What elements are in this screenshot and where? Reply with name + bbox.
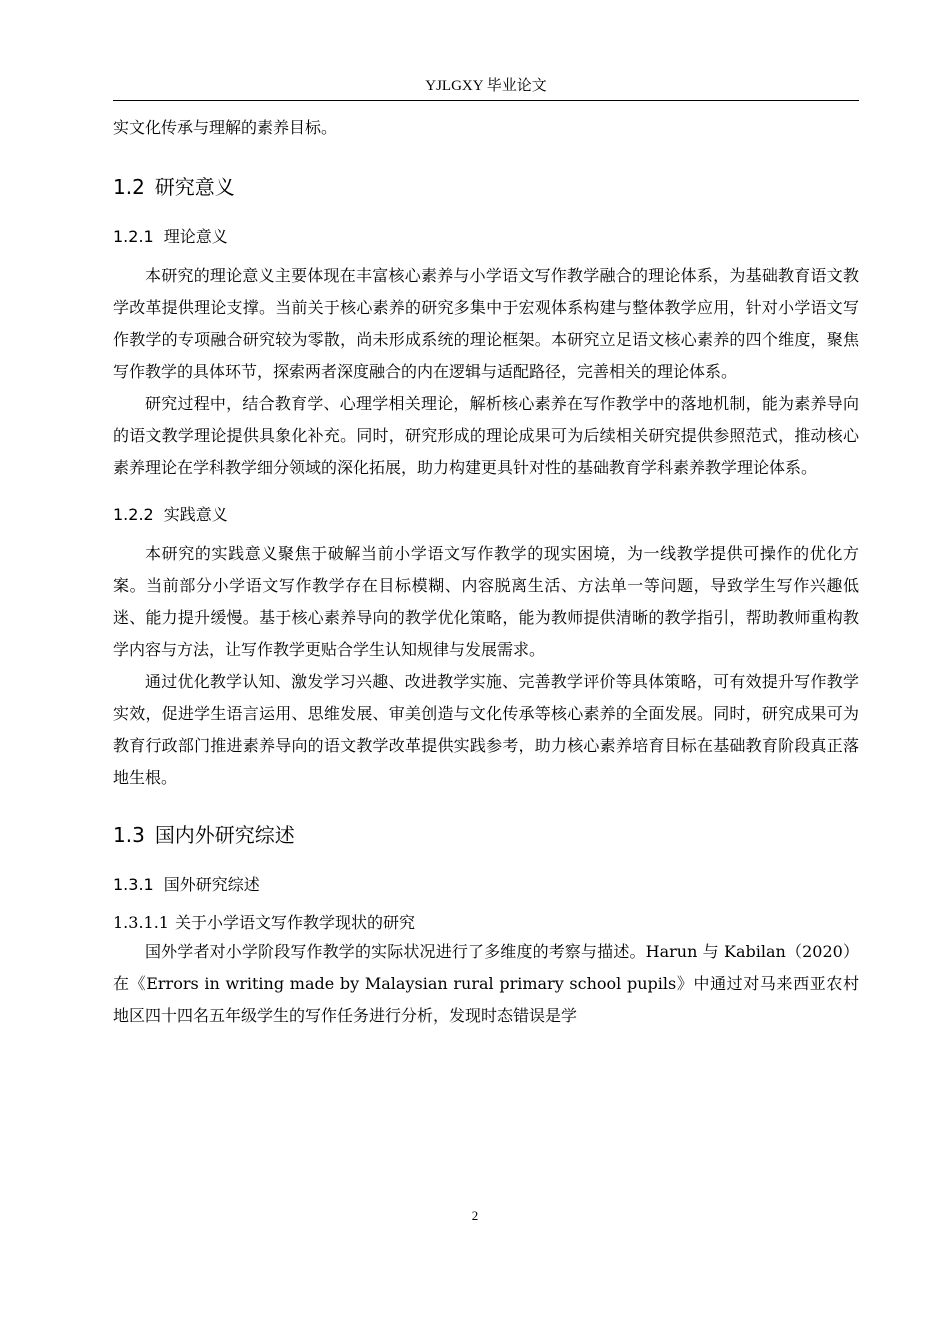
subsection-heading-1-2-1 (113, 224, 859, 250)
document-body (113, 112, 859, 1032)
section-number: 1.3 (113, 823, 145, 847)
section-title: 国内外研究综述 (154, 823, 295, 847)
subsubsection-number: 1.3.1.1 (113, 913, 169, 932)
subsubsection-heading-1-3-1-1 (113, 910, 859, 936)
page-number: 2 (471, 1208, 479, 1223)
subsection-title: 实践意义 (163, 505, 228, 524)
paragraph-theory-1: 本研究的理论意义主要体现在丰富核心素养与小学语文写作教学融合的理论体系，为基础教育语文教学改革提供理论支撑。当前关于核心素养的研究多集中于宏观体系构建与整体教学应用，针对小学语文写作教学的专项融合研究较为零散，尚未形成系统的理论框架。本研究立足语文核心素养的四个维度，聚焦写作教学的具体环节，探索两者深度融合的内在逻辑与适配路径，完善相关的理论体系。 (113, 266, 859, 381)
paragraph-continuation: 实文化传承与理解的素养目标。 (113, 118, 338, 137)
paragraph-theory-2: 研究过程中，结合教育学、心理学相关理论，解析核心素养在写作教学中的落地机制，能为素养导向的语文教学理论提供具象化补充。同时，研究形成的理论成果可为后续相关研究提供参照范式，推动核心素养理论在学科教学细分领域的深化拓展，助力构建更具针对性的基础教育学科素养教学理论体系。 (113, 394, 859, 477)
subsubsection-title: 关于小学语文写作教学现状的研究 (174, 913, 415, 932)
running-header: YJLGXY 毕业论文 (425, 78, 547, 94)
section-heading-1-3 (113, 820, 859, 850)
section-number: 1.2 (113, 175, 145, 199)
subsection-heading-1-2-2 (113, 502, 859, 528)
paragraph-foreign-review: 国外学者对小学阶段写作教学的实际状况进行了多维度的考察与描述。Harun 与 Kabilan（2020）在《Errors in writing made by Malaysian rural primary school pupils》中通过对马来西亚农村地区四十四名五年级学生的写作任务进行分析，发现时态错误是学 (113, 942, 859, 1025)
section-title: 研究意义 (154, 175, 235, 199)
subsection-number: 1.3.1 (113, 875, 154, 894)
subsection-number: 1.2.1 (113, 227, 154, 246)
paragraph-practice-2: 通过优化教学认知、激发学习兴趣、改进教学实施、完善教学评价等具体策略，可有效提升写作教学实效，促进学生语言运用、思维发展、审美创造与文化传承等核心素养的全面发展。同时，研究成果可为教育行政部门推进素养导向的语文教学改革提供实践参考，助力核心素养培育目标在基础教育阶段真正落地生根。 (113, 672, 859, 787)
section-heading-1-2 (113, 172, 859, 202)
subsection-title: 理论意义 (163, 227, 228, 246)
paragraph-practice-1: 本研究的实践意义聚焦于破解当前小学语文写作教学的现实困境，为一线教学提供可操作的优化方案。当前部分小学语文写作教学存在目标模糊、内容脱离生活、方法单一等问题，导致学生写作兴趣低迷、能力提升缓慢。基于核心素养导向的教学优化策略，能为教师提供清晰的教学指引，帮助教师重构教学内容与方法，让写作教学更贴合学生认知规律与发展需求。 (113, 544, 859, 659)
subsection-number: 1.2.2 (113, 505, 154, 524)
subsection-title: 国外研究综述 (163, 875, 260, 894)
header-divider (113, 100, 859, 101)
subsection-heading-1-3-1 (113, 872, 859, 898)
